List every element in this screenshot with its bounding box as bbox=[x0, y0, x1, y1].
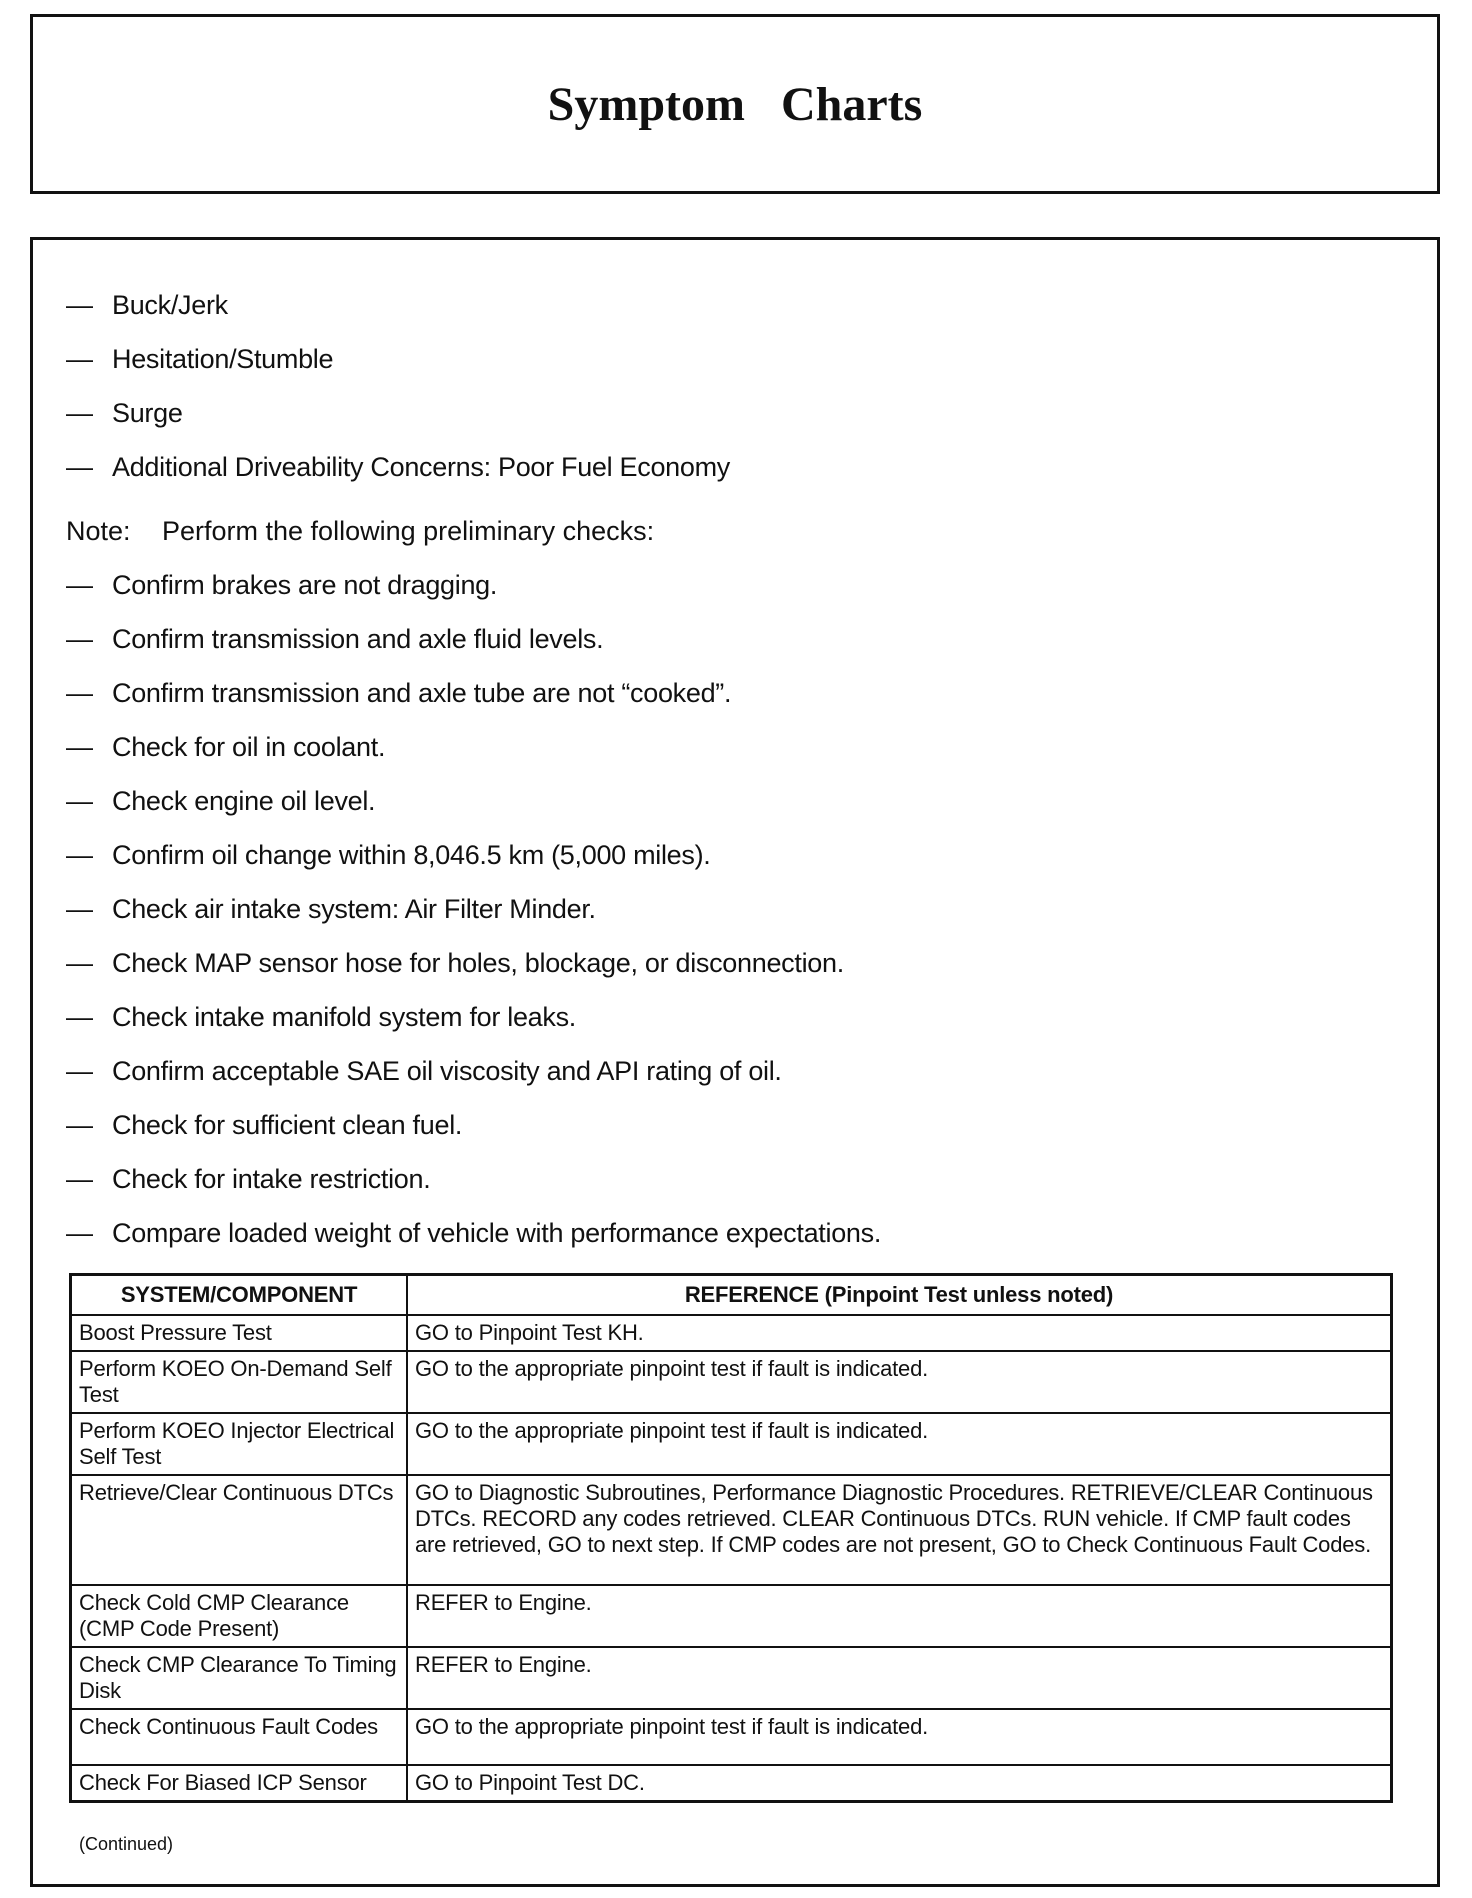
list-item bbox=[66, 882, 881, 936]
check-text: Confirm acceptable SAE oil viscosity and API rating of oil. bbox=[112, 1055, 782, 1086]
reference-cell: REFER to Engine. bbox=[407, 1647, 1392, 1709]
check-text: Check for oil in coolant. bbox=[112, 731, 386, 762]
check-text: Confirm brakes are not dragging. bbox=[112, 569, 498, 600]
dash-marker: — bbox=[66, 1055, 93, 1086]
list-item bbox=[66, 666, 881, 720]
check-text: Confirm oil change within 8,046.5 km (5,000 miles). bbox=[112, 839, 711, 870]
component-cell: Check Cold CMP Clearance (CMP Code Present) bbox=[71, 1585, 408, 1647]
list-item bbox=[66, 936, 881, 990]
reference-cell: REFER to Engine. bbox=[407, 1585, 1392, 1647]
column-header-reference: REFERENCE (Pinpoint Test unless noted) bbox=[407, 1275, 1392, 1316]
check-text: Check for intake restriction. bbox=[112, 1163, 431, 1194]
note-label: Note: bbox=[66, 515, 131, 546]
table-row bbox=[71, 1709, 1392, 1765]
list-item bbox=[66, 440, 730, 494]
component-cell: Check For Biased ICP Sensor bbox=[71, 1765, 408, 1802]
content-box bbox=[30, 237, 1440, 1887]
component-cell: Check CMP Clearance To Timing Disk bbox=[71, 1647, 408, 1709]
check-text: Confirm transmission and axle fluid levels. bbox=[112, 623, 604, 654]
check-text: Confirm transmission and axle tube are not “cooked”. bbox=[112, 677, 732, 708]
page-title: Symptom Charts bbox=[547, 77, 923, 131]
dash-marker: — bbox=[66, 1109, 93, 1140]
reference-cell: GO to Diagnostic Subroutines, Performance Diagnostic Procedures. RETRIEVE/CLEAR Continuous DTCs. RECORD any codes retrieved. CLEAR Continuous DTCs. RUN vehicle. If CMP fault codes are retrieved, GO to next step. If CMP codes are not present, GO to Check Continuous Fault Codes. bbox=[407, 1475, 1392, 1585]
dash-marker: — bbox=[66, 839, 93, 870]
reference-cell: GO to the appropriate pinpoint test if fault is indicated. bbox=[407, 1351, 1392, 1413]
symptom-text: Additional Driveability Concerns: Poor Fuel Economy bbox=[112, 451, 730, 482]
list-item bbox=[66, 386, 730, 440]
table-row bbox=[71, 1585, 1392, 1647]
symptom-text: Buck/Jerk bbox=[112, 289, 228, 320]
dash-marker: — bbox=[66, 1163, 93, 1194]
table-row bbox=[71, 1315, 1392, 1351]
component-cell: Check Continuous Fault Codes bbox=[71, 1709, 408, 1765]
check-text: Check for sufficient clean fuel. bbox=[112, 1109, 463, 1140]
table-row bbox=[71, 1351, 1392, 1413]
dash-marker: — bbox=[66, 1001, 93, 1032]
reference-table bbox=[69, 1273, 1393, 1803]
table-header-row bbox=[71, 1275, 1392, 1316]
component-cell: Perform KOEO Injector Electrical Self Test bbox=[71, 1413, 408, 1475]
check-text: Check air intake system: Air Filter Minder. bbox=[112, 893, 596, 924]
dash-marker: — bbox=[66, 947, 93, 978]
list-item bbox=[66, 558, 881, 612]
list-item bbox=[66, 332, 730, 386]
check-text: Check intake manifold system for leaks. bbox=[112, 1001, 576, 1032]
list-item bbox=[66, 828, 881, 882]
symptom-text: Hesitation/Stumble bbox=[112, 343, 334, 374]
component-cell: Retrieve/Clear Continuous DTCs bbox=[71, 1475, 408, 1585]
dash-marker: — bbox=[66, 1217, 93, 1248]
column-header-component: SYSTEM/COMPONENT bbox=[71, 1275, 408, 1316]
list-item bbox=[66, 1152, 881, 1206]
table-row bbox=[71, 1647, 1392, 1709]
dash-marker: — bbox=[66, 623, 93, 654]
dash-marker: — bbox=[66, 451, 93, 482]
reference-cell: GO to Pinpoint Test DC. bbox=[407, 1765, 1392, 1802]
symptom-list bbox=[66, 278, 730, 494]
check-text: Compare loaded weight of vehicle with performance expectations. bbox=[112, 1217, 882, 1248]
table-row bbox=[71, 1475, 1392, 1585]
note bbox=[66, 504, 654, 558]
table-row bbox=[71, 1765, 1392, 1802]
list-item bbox=[66, 774, 881, 828]
list-item bbox=[66, 720, 881, 774]
component-cell: Boost Pressure Test bbox=[71, 1315, 408, 1351]
list-item bbox=[66, 990, 881, 1044]
dash-marker: — bbox=[66, 569, 93, 600]
preliminary-checks-list bbox=[66, 558, 881, 1260]
symptom-text: Surge bbox=[112, 397, 183, 428]
check-text: Check MAP sensor hose for holes, blockage, or disconnection. bbox=[112, 947, 844, 978]
list-item bbox=[66, 612, 881, 666]
dash-marker: — bbox=[66, 343, 93, 374]
component-cell: Perform KOEO On-Demand Self Test bbox=[71, 1351, 408, 1413]
continued-label: (Continued) bbox=[79, 1834, 174, 1854]
dash-marker: — bbox=[66, 289, 93, 320]
reference-cell: GO to the appropriate pinpoint test if fault is indicated. bbox=[407, 1413, 1392, 1475]
check-text: Check engine oil level. bbox=[112, 785, 376, 816]
reference-cell: GO to the appropriate pinpoint test if fault is indicated. bbox=[407, 1709, 1392, 1765]
dash-marker: — bbox=[66, 731, 93, 762]
dash-marker: — bbox=[66, 677, 93, 708]
list-item bbox=[66, 1206, 881, 1260]
list-item bbox=[66, 1098, 881, 1152]
title-box bbox=[30, 14, 1440, 194]
dash-marker: — bbox=[66, 893, 93, 924]
list-item bbox=[66, 1044, 881, 1098]
dash-marker: — bbox=[66, 785, 93, 816]
note-text: Perform the following preliminary checks: bbox=[162, 515, 655, 546]
list-item bbox=[66, 278, 730, 332]
table-row bbox=[71, 1413, 1392, 1475]
dash-marker: — bbox=[66, 397, 93, 428]
reference-cell: GO to Pinpoint Test KH. bbox=[407, 1315, 1392, 1351]
